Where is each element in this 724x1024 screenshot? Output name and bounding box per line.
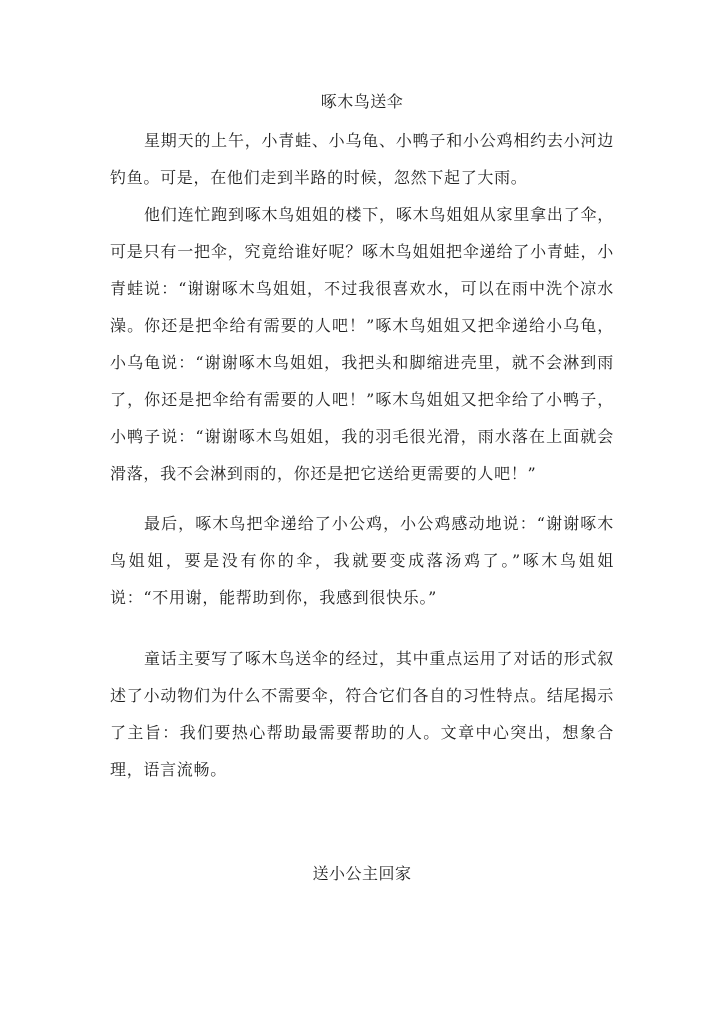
paragraph-1: 星期天的上午，小青蛙、小乌龟、小鸭子和小公鸡相约去小河边钓鱼。可是，在他们走到半路的时候，忽然下起了大雨。 (110, 131, 614, 187)
story-title: 啄木鸟送伞 (320, 92, 404, 111)
paragraph-2: 他们连忙跑到啄木鸟姐姐的楼下，啄木鸟姐姐从家里拿出了伞，可是只有一把伞，究竟给谁好呢？啄木鸟姐姐把伞递给了小青蛙，小青蛙说：“谢谢啄木鸟姐姐，不过我很喜欢水，可以在雨中洗个凉水澡。你还是把伞给有需要的人吧！”啄木鸟姐姐又把伞递给小乌龟，小乌龟说：“谢谢啄木鸟姐姐，我把头和脚缩进壳里，就不会淋到雨了，你还是把伞给有需要的人吧！”啄木鸟姐姐又把伞给了小鸭子，小鸭子说：“谢谢啄木鸟姐姐，我的羽毛很光滑，雨水落在上面就会滑落，我不会淋到雨的，你还是把它送给更需要的人吧！” (110, 205, 614, 483)
next-story-title: 送小公主回家 (312, 864, 412, 883)
commentary-paragraph: 童话主要写了啄木鸟送伞的经过，其中重点运用了对话的形式叙述了小动物们为什么不需要伞，符合它们各自的习性特点。结尾揭示了主旨：我们要热心帮助最需要帮助的人。文章中心突出，想象合理，语言流畅。 (110, 649, 614, 779)
paragraph-3: 最后，啄木鸟把伞递给了小公鸡，小公鸡感动地说：“谢谢啄木鸟姐姐，要是没有你的伞，我就要变成落汤鸡了。”啄木鸟姐姐说：“不用谢，能帮助到你，我感到很快乐。” (110, 514, 614, 607)
